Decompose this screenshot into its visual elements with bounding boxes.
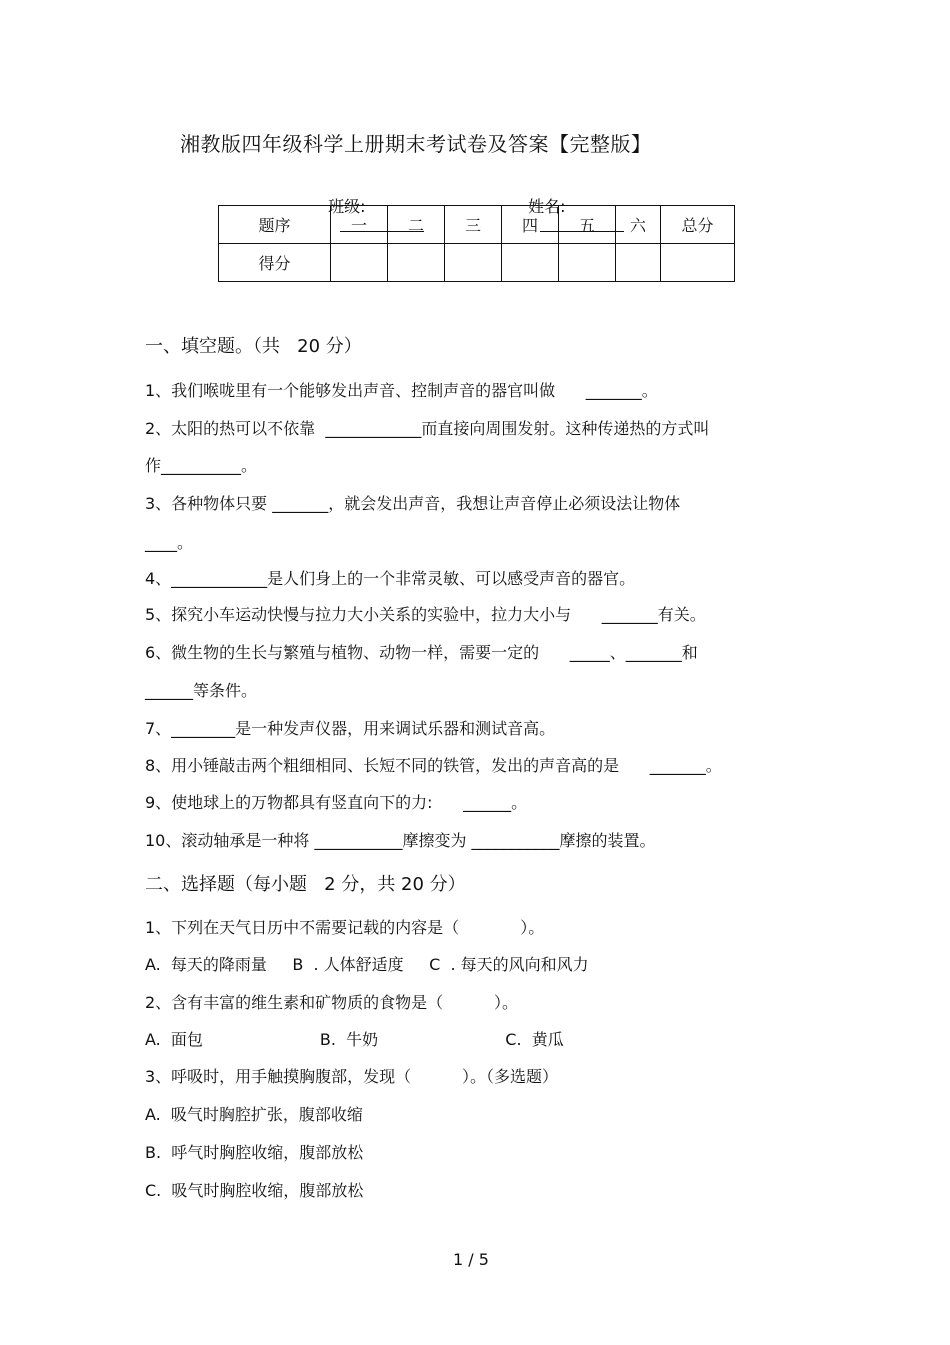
class-label: 班级: bbox=[328, 197, 366, 216]
question-line: 3、各种物体只要 _______，就会发出声音，我想让声音停止必须设法让物体 bbox=[145, 494, 681, 513]
option-line: C. 吸气时胸腔收缩，腹部放松 bbox=[145, 1181, 364, 1200]
header-cell: 六 bbox=[616, 206, 661, 244]
option-line: A. 面包 B. 牛奶 C. 黄瓜 bbox=[145, 1030, 564, 1049]
question-line: 8、用小锤敲击两个粗细相同、长短不同的铁管，发出的声音高的是 _______。 bbox=[145, 756, 722, 775]
header-cell: 五 bbox=[559, 206, 616, 244]
header-cell: 三 bbox=[445, 206, 502, 244]
question-line: 3、呼吸时，用手触摸胸腹部，发现（ ）。（多选题） bbox=[145, 1067, 559, 1086]
score-cell[interactable] bbox=[559, 244, 616, 282]
page-number: 1 / 5 bbox=[453, 1250, 489, 1269]
option-line: B. 呼气时胸腔收缩，腹部放松 bbox=[145, 1143, 364, 1162]
question-line: 7、________是一种发声仪器，用来调试乐器和测试音高。 bbox=[145, 719, 556, 738]
option-line: A. 吸气时胸腔扩张，腹部收缩 bbox=[145, 1105, 363, 1124]
question-line: 6、微生物的生长与繁殖与植物、动物一样，需要一定的 _____、_______和 bbox=[145, 643, 698, 662]
question-line: 10、滚动轴承是一种将 ___________摩擦变为 ___________摩擦的装置。 bbox=[145, 831, 656, 850]
question-line: 作__________。 bbox=[145, 456, 258, 475]
header-cell: 一 bbox=[331, 206, 388, 244]
score-cell[interactable] bbox=[331, 244, 388, 282]
score-row-label: 得分 bbox=[219, 244, 331, 282]
score-cell[interactable] bbox=[502, 244, 559, 282]
question-line: 1、下列在天气日历中不需要记载的内容是（ ）。 bbox=[145, 918, 545, 937]
question-line: 4、____________是人们身上的一个非常灵敏、可以感受声音的器官。 bbox=[145, 569, 636, 588]
question-line: 1、我们喉咙里有一个能够发出声音、控制声音的器官叫做 _______。 bbox=[145, 381, 658, 400]
question-line: 9、使地球上的万物都具有竖直向下的力: ______。 bbox=[145, 793, 528, 812]
option-line: A. 每天的降雨量 B . 人体舒适度 C . 每天的风向和风力 bbox=[145, 955, 589, 974]
header-cell: 题序 bbox=[219, 206, 331, 244]
section-2-heading: 二、选择题（每小题 2 分，共 20 分） bbox=[145, 874, 466, 895]
question-line: 5、探究小车运动快慢与拉力大小关系的实验中，拉力大小与 _______有关。 bbox=[145, 605, 706, 624]
question-line: ______等条件。 bbox=[145, 681, 258, 700]
question-line: ____。 bbox=[145, 533, 194, 552]
question-line: 2、含有丰富的维生素和矿物质的食物是（ ）。 bbox=[145, 993, 519, 1012]
score-table-header-row bbox=[219, 206, 735, 244]
score-cell[interactable] bbox=[388, 244, 445, 282]
header-cell: 四 bbox=[502, 206, 559, 244]
score-cell[interactable] bbox=[661, 244, 735, 282]
header-cell: 二 bbox=[388, 206, 445, 244]
score-table-score-row bbox=[219, 244, 735, 282]
document-title: 湘教版四年级科学上册期末考试卷及答案【完整版】 bbox=[180, 132, 652, 156]
name-label: 姓名: bbox=[528, 197, 566, 216]
section-1-heading: 一、填空题。（共 20 分） bbox=[145, 336, 362, 357]
header-cell: 总分 bbox=[661, 206, 735, 244]
score-table bbox=[218, 205, 735, 282]
question-line: 2、太阳的热可以不依靠 ____________而直接向周围发射。这种传递热的方式叫 bbox=[145, 419, 710, 438]
score-cell[interactable] bbox=[445, 244, 502, 282]
score-cell[interactable] bbox=[616, 244, 661, 282]
